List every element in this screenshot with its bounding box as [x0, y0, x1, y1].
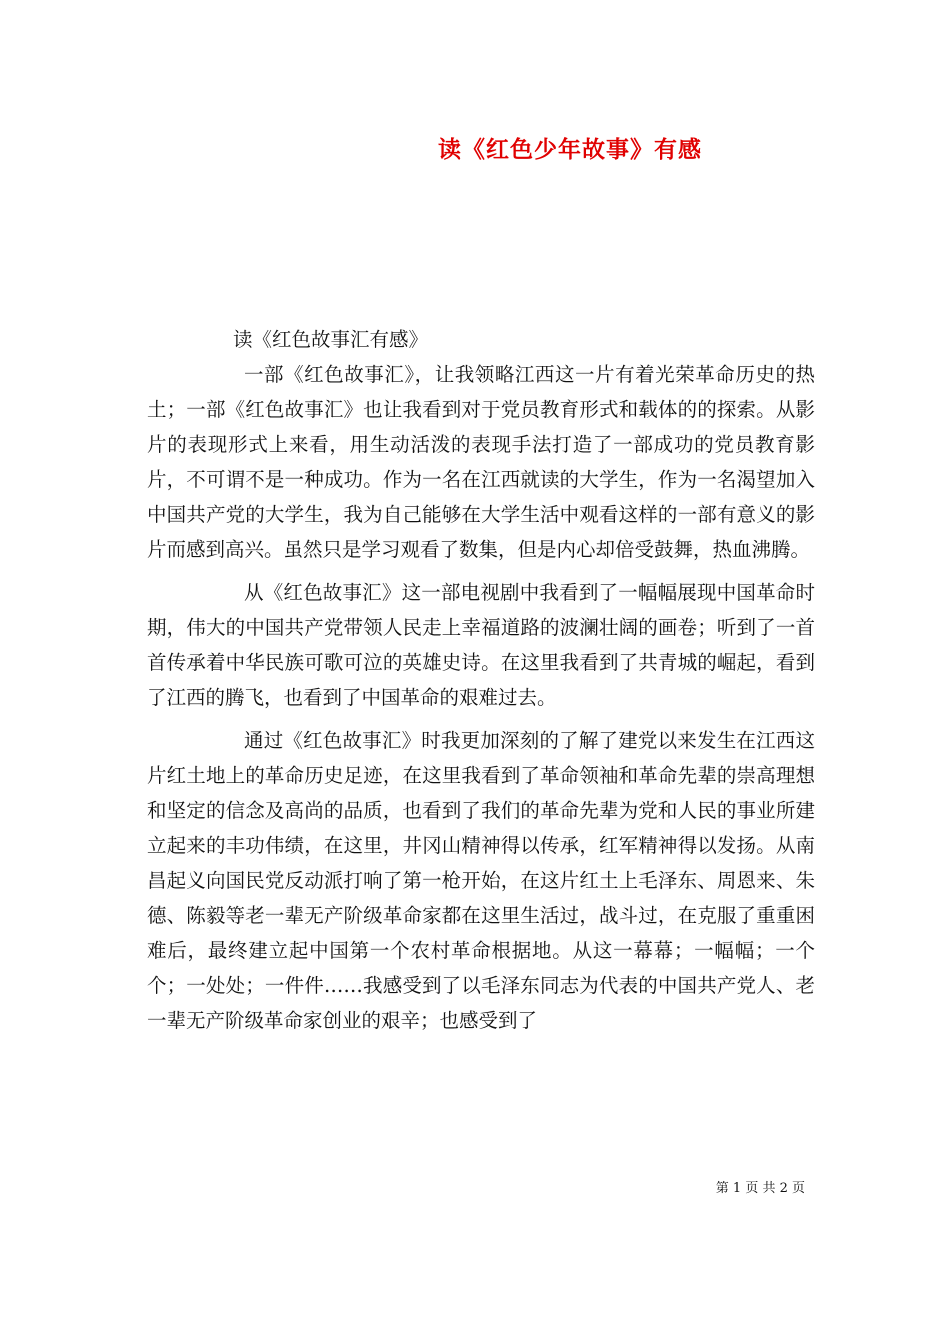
- document-body: [147, 322, 815, 1038]
- document-title: 读《红色少年故事》有感: [438, 136, 702, 163]
- paragraph-1: 一部《红色故事汇》，让我领略江西这一片有着光荣革命历史的热土；一部《红色故事汇》也让我看到对于党员教育形式和载体的的探索。从影片的表现形式上来看，用生动活泼的表现手法打造了一部成功的党员教育影片，不可谓不是一种成功。作为一名在江西就读的大学生，作为一名渴望加入中国共产党的大学生，我为自己能够在大学生活中观看这样的一部有意义的影片而感到高兴。虽然只是学习观看了数集，但是内心却倍受鼓舞，热血沸腾。: [147, 363, 815, 561]
- paragraph-2: 从《红色故事汇》这一部电视剧中我看到了一幅幅展现中国革命时期，伟大的中国共产党带领人民走上幸福道路的波澜壮阔的画卷；听到了一首首传承着中华民族可歌可泣的英雄史诗。在这里我看到了共青城的崛起，看到了江西的腾飞，也看到了中国革命的艰难过去。: [147, 581, 815, 709]
- article-subtitle: 读《红色故事汇有感》: [233, 328, 429, 351]
- page-number: 第 1 页 共 2 页: [715, 1181, 805, 1196]
- paragraph-3: 通过《红色故事汇》时我更加深刻的了解了建党以来发生在江西这片红土地上的革命历史足迹，在这里我看到了革命领袖和革命先辈的崇高理想和坚定的信念及高尚的品质，也看到了我们的革命先辈为党和人民的事业所建立起来的丰功伟绩，在这里，井冈山精神得以传承，红军精神得以发扬。从南昌起义向国民党反动派打响了第一枪开始，在这片红土上毛泽东、周恩来、朱德、陈毅等老一辈无产阶级革命家都在这里生活过，战斗过，在克服了重重困难后，最终建立起中国第一个农村革命根据地。从这一幕幕；一幅幅；一个个；一处处；一件件……我感受到了以毛泽东同志为代表的中国共产党人、老一辈无产阶级革命家创业的艰辛；也感受到了: [147, 729, 815, 1032]
